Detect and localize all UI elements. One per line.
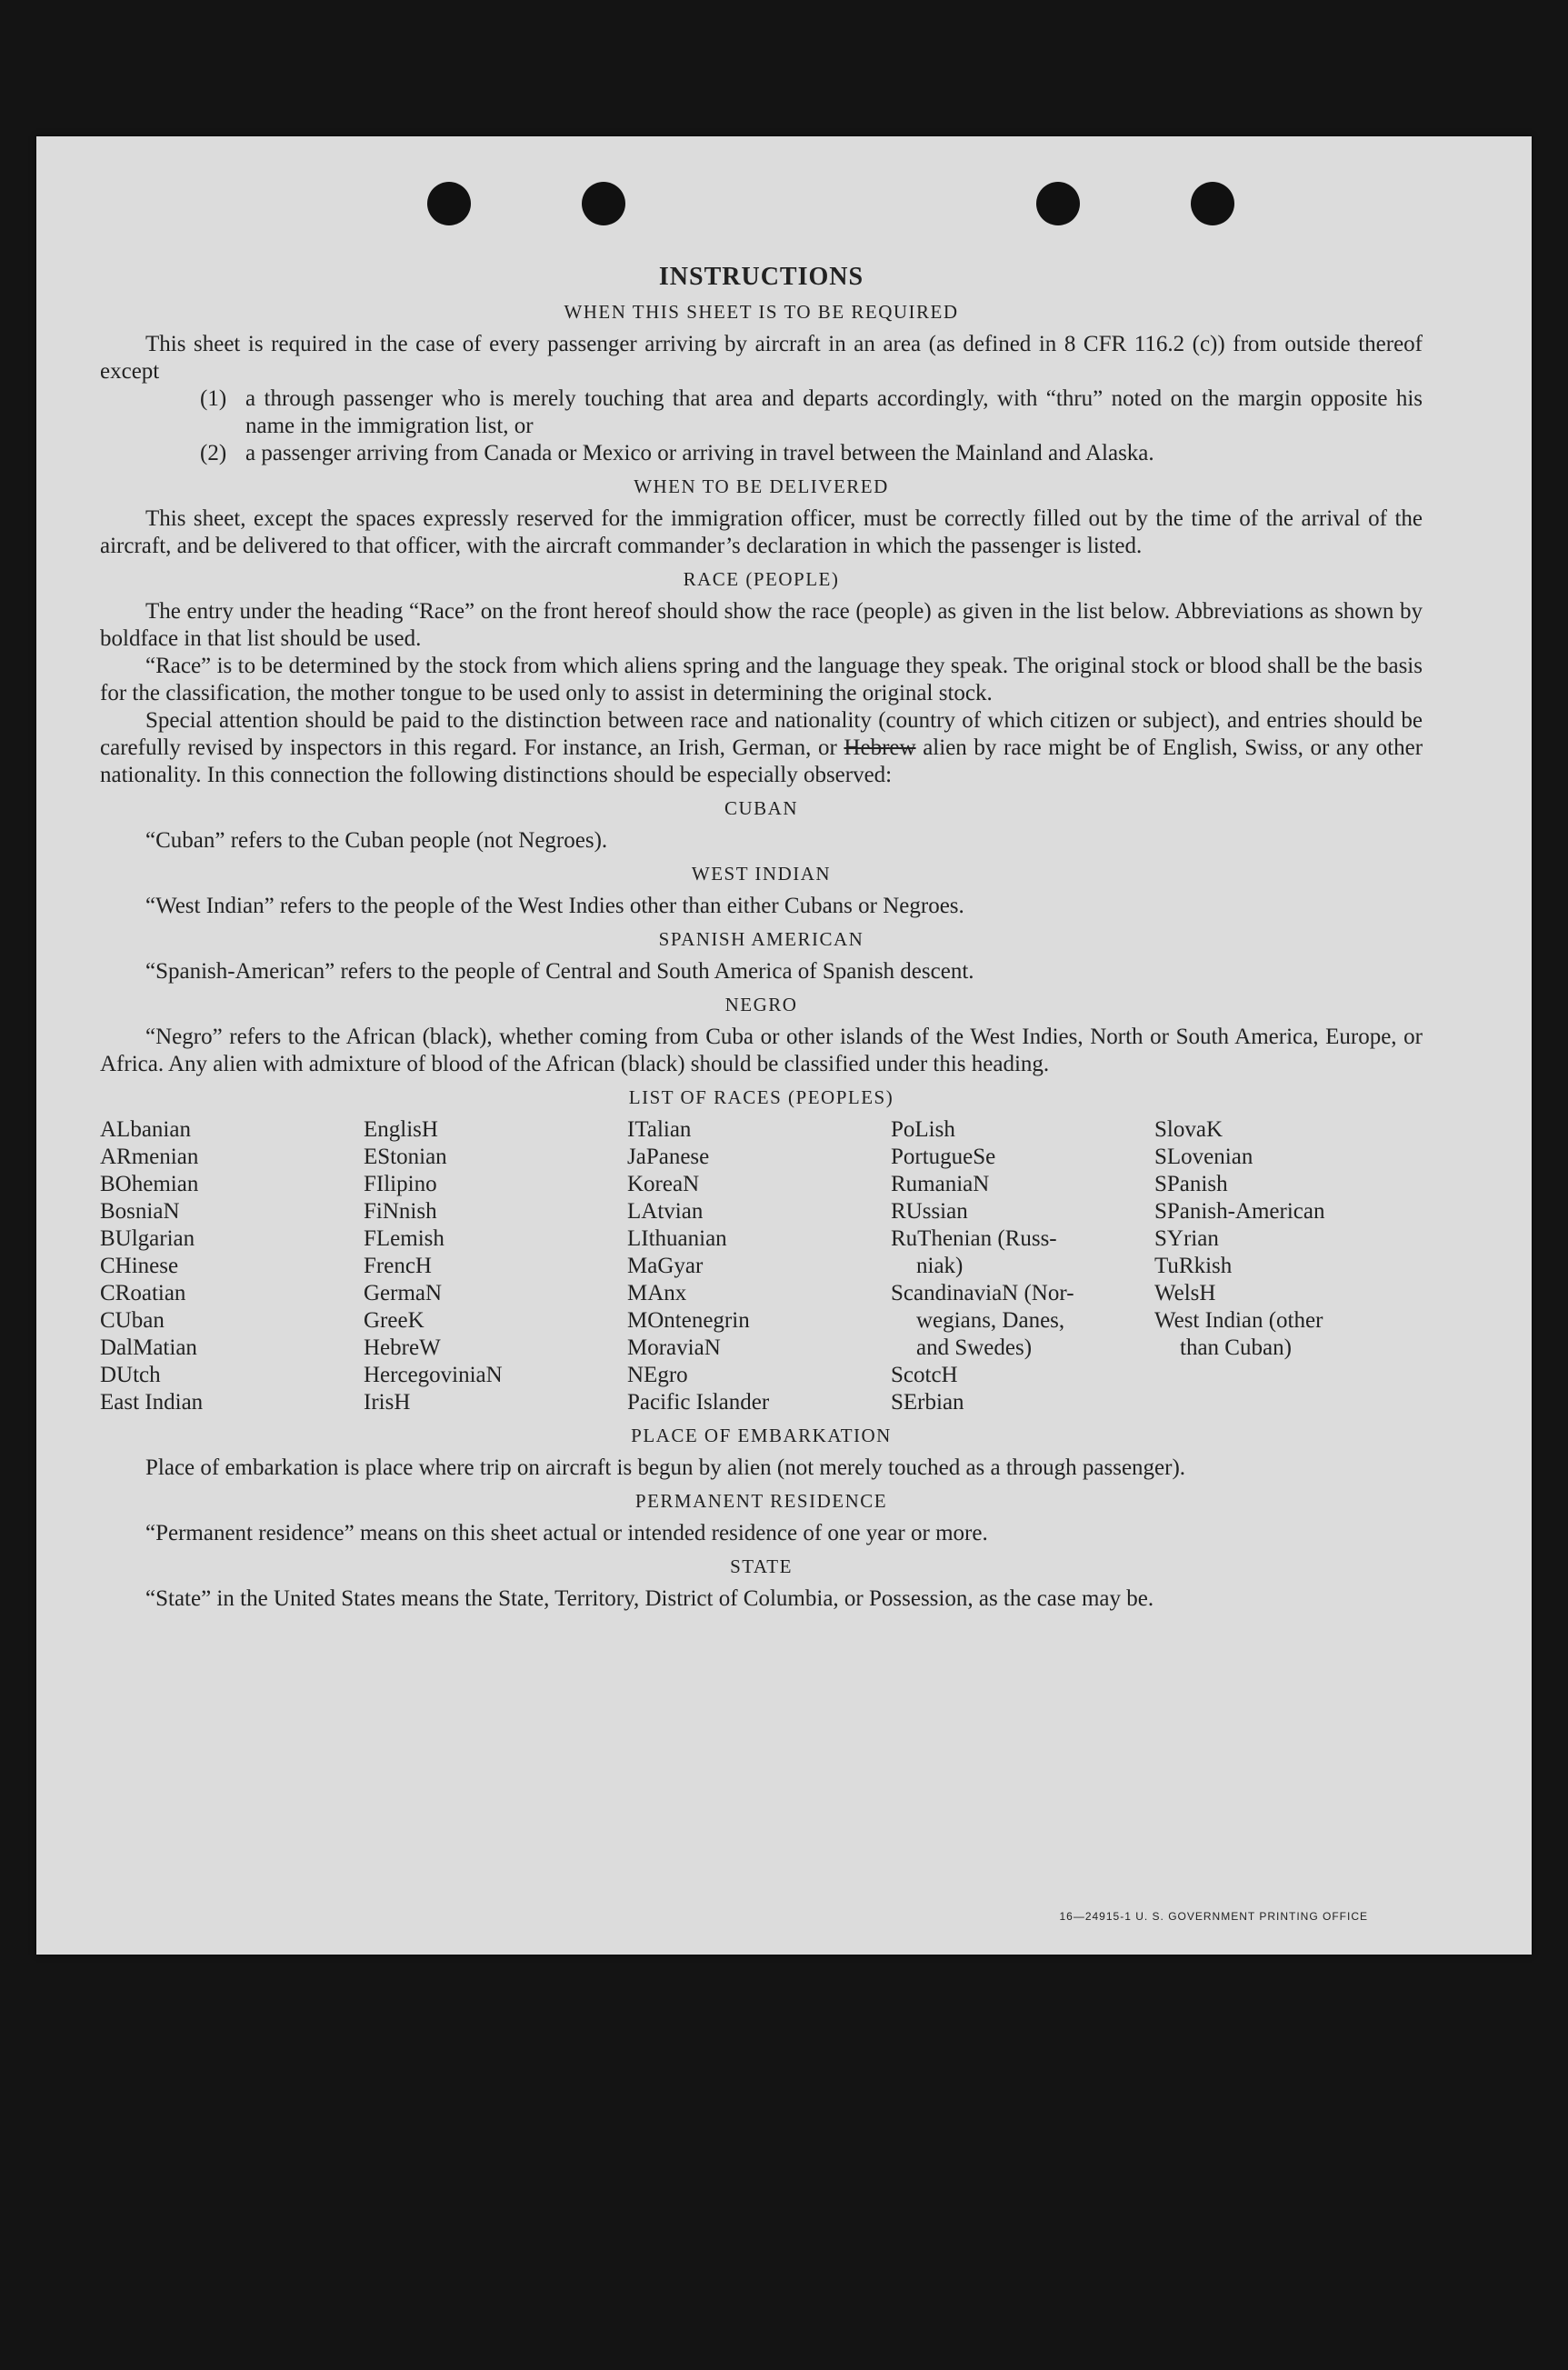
section-heading-required: WHEN THIS SHEET IS TO BE REQUIRED (564, 301, 959, 323)
race-entry: SLovenian (1154, 1145, 1253, 1169)
race-entry: SlovaK (1154, 1117, 1223, 1142)
race-entry: WelsH (1154, 1281, 1216, 1305)
race-entry: PortugueSe (891, 1145, 996, 1169)
race-entry: BOhemian (100, 1172, 199, 1196)
race-entry: PoLish (891, 1117, 955, 1142)
race-paragraph-2: “Race” is to be determined by the stock from which aliens spring and the language they speak. The original stock or blood shall be the basis for the classification, the mother tongue to be used only to assist in determining the original stock. (100, 654, 1423, 705)
race-entry: SPanish (1154, 1172, 1228, 1196)
race-entry: FIlipino (364, 1172, 437, 1196)
race-entry: HebreW (364, 1335, 441, 1360)
race-entry: LIthuanian (627, 1226, 727, 1251)
race-entry: MOntenegrin (627, 1308, 750, 1333)
section-heading-cuban: CUBAN (724, 797, 798, 819)
race-entry: SPanish-American (1154, 1199, 1325, 1224)
races-column (1154, 1116, 1423, 1416)
races-column (100, 1116, 364, 1416)
race-entry: CUban (100, 1308, 165, 1333)
section-heading-negro: NEGRO (724, 994, 798, 1015)
race-entry: MoraviaN (627, 1335, 721, 1360)
section-heading-spanish-american: SPANISH AMERICAN (658, 928, 864, 950)
race-entry: West Indian (other (1154, 1308, 1323, 1333)
section-heading-west-indian: WEST INDIAN (691, 863, 832, 885)
race-entry: RumaniaN (891, 1172, 990, 1196)
races-list (100, 1116, 1423, 1416)
punch-hole (582, 182, 625, 225)
punch-hole (1191, 182, 1234, 225)
race-entry: East Indian (100, 1390, 204, 1415)
race-entry: EStonian (364, 1145, 447, 1169)
race-entry: IrisH (364, 1390, 411, 1415)
race-entry: SErbian (891, 1390, 964, 1415)
race-entry: GreeK (364, 1308, 424, 1333)
section-heading-race: RACE (PEOPLE) (683, 568, 840, 590)
race-entry: LAtvian (627, 1199, 704, 1224)
race-entry: ScandinaviaN (Nor- (891, 1281, 1074, 1305)
race-entry: FLemish (364, 1226, 444, 1251)
race-paragraph-1: The entry under the heading “Race” on the front hereof should show the race (people) as given in the list below. Abbreviations as shown by boldface in that list should be used. (100, 599, 1423, 651)
section-heading-races-list: LIST OF RACES (PEOPLES) (628, 1086, 894, 1108)
race-entry: Pacific Islander (627, 1390, 770, 1415)
struck-word: Hebrew (844, 735, 916, 760)
races-column (627, 1116, 891, 1416)
section-heading-delivered: WHEN TO BE DELIVERED (634, 475, 889, 497)
race-entry: KoreaN (627, 1172, 700, 1196)
race-paragraph-3 (100, 707, 1423, 789)
section-heading-embarkation: PLACE OF EMBARKATION (631, 1425, 892, 1446)
negro-text: “Negro” refers to the African (black), whether coming from Cuba or other islands of the West Indies, North or South America, Europe, or Africa. Any alien with admixture of blood of the African (black) should be classified under this heading. (100, 1025, 1423, 1076)
race-entry: EnglisH (364, 1117, 438, 1142)
race-paragraph-3-start: Special attention should be paid to the distinction between race and nationality (country of which citizen or subject), and entries should be carefully revised by inspectors in this regard. For instance, an Irish, German, or (100, 708, 1423, 760)
item-number: (2) (200, 441, 227, 465)
race-entry: JaPanese (627, 1145, 710, 1169)
spanish-american-text: “Spanish-American” refers to the people of Central and South America of Spanish descent. (145, 959, 974, 984)
instruction-sheet (36, 136, 1532, 1955)
state-text: “State” in the United States means the State, Territory, District of Columbia, or Possession, as the case may be. (145, 1586, 1154, 1611)
race-entry: ARmenian (100, 1145, 199, 1169)
race-entry: wegians, Danes, (916, 1308, 1065, 1333)
cuban-text: “Cuban” refers to the Cuban people (not Negroes). (145, 828, 608, 853)
races-column (364, 1116, 627, 1416)
race-entry: BosniaN (100, 1199, 180, 1224)
race-entry: ScotcH (891, 1363, 958, 1387)
delivered-text: This sheet, except the spaces expressly reserved for the immigration officer, must be correctly filled out by the time of the arrival of the aircraft, and be delivered to that officer, with the aircraft commander’s declaration in which the passenger is listed. (100, 506, 1423, 558)
race-entry: TuRkish (1154, 1254, 1233, 1278)
race-entry: MAnx (627, 1281, 687, 1305)
race-entry: than Cuban) (1180, 1335, 1292, 1360)
race-entry: FrencH (364, 1254, 432, 1278)
race-paragraph-3-end: alien by race might be of English, Swiss, or any other nationality. In this connection the following distinctions should be especially observed: (100, 735, 1423, 787)
race-entry: FiNnish (364, 1199, 437, 1224)
list-item (200, 440, 1423, 467)
west-indian-text: “West Indian” refers to the people of the West Indies other than either Cubans or Negroes. (145, 894, 964, 918)
list-item (200, 385, 1423, 440)
required-text: This sheet is required in the case of every passenger arriving by aircraft in an area (as defined in 8 CFR 116.2 (c)) from outside thereof except (100, 332, 1423, 384)
race-entry: ITalian (627, 1117, 692, 1142)
item-text: a passenger arriving from Canada or Mexico or arriving in travel between the Mainland and Alaska. (245, 441, 1154, 465)
punch-hole (427, 182, 471, 225)
punch-hole (1036, 182, 1080, 225)
residence-text: “Permanent residence” means on this sheet actual or intended residence of one year or more. (145, 1521, 988, 1545)
race-entry: CHinese (100, 1254, 179, 1278)
item-number: (1) (200, 386, 227, 411)
race-entry: niak) (916, 1254, 964, 1278)
race-entry: RUssian (891, 1199, 968, 1224)
race-entry: NEgro (627, 1363, 688, 1387)
page-title: INSTRUCTIONS (658, 263, 864, 291)
item-text: a through passenger who is merely touching that area and departs accordingly, with “thru” noted on the margin opposite his name in the immigration list, or (245, 386, 1423, 438)
race-entry: BUlgarian (100, 1226, 195, 1251)
instructions-content (100, 264, 1423, 1613)
race-entry: RuThenian (Russ- (891, 1226, 1057, 1251)
race-entry: DUtch (100, 1363, 161, 1387)
race-entry: HercegoviniaN (364, 1363, 503, 1387)
race-entry: CRoatian (100, 1281, 186, 1305)
embarkation-text: Place of embarkation is place where trip on aircraft is begun by alien (not merely touched as a through passenger). (145, 1455, 1186, 1480)
race-entry: ALbanian (100, 1117, 191, 1142)
section-heading-state: STATE (730, 1555, 793, 1577)
race-entry: GermaN (364, 1281, 443, 1305)
race-entry: SYrian (1154, 1226, 1219, 1251)
race-entry: and Swedes) (916, 1335, 1033, 1360)
races-column (891, 1116, 1154, 1416)
section-heading-residence: PERMANENT RESIDENCE (634, 1490, 888, 1512)
race-entry: MaGyar (627, 1254, 704, 1278)
race-entry: DalMatian (100, 1335, 197, 1360)
printer-imprint: 16—24915-1 U. S. GOVERNMENT PRINTING OFFICE (1059, 1910, 1368, 1923)
